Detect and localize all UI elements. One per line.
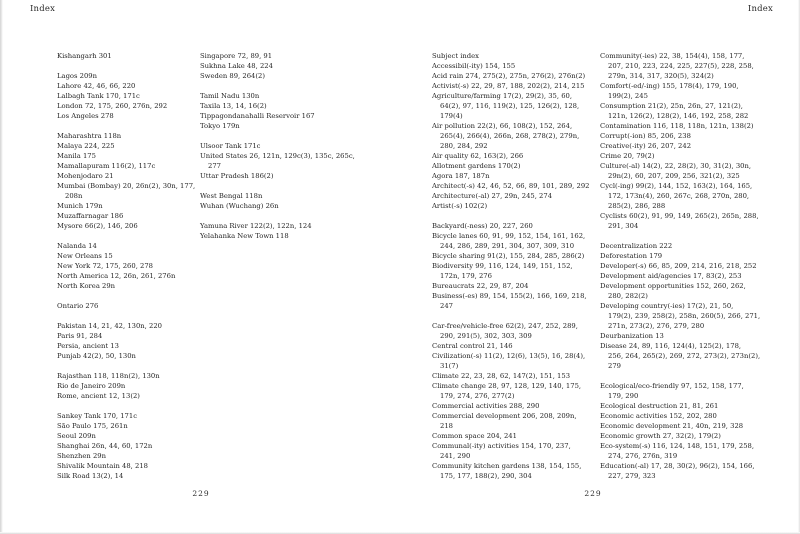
index-entry: North Korea 29n xyxy=(57,282,116,290)
index-entry: São Paulo 175, 261n xyxy=(57,422,128,430)
running-head-right: Index xyxy=(747,4,773,14)
index-entry: Subject index xyxy=(432,52,479,60)
index-entry: Biodiversity 99, 116, 124, 149, 151, 152, xyxy=(432,262,573,270)
index-entry: Sankey Tank 170, 171c xyxy=(57,412,138,420)
entry-gap xyxy=(57,311,200,321)
index-entry: Nalanda 14 xyxy=(57,242,97,250)
page-number-left: 229 xyxy=(192,489,210,498)
index-entry: Crime 20, 79(2) xyxy=(600,152,655,160)
index-entry-continuation: 121n, 126(2), 128(2), 146, 192, 258, 282 xyxy=(608,112,749,120)
entry-gap xyxy=(57,121,200,131)
index-entry: Rome, ancient 12, 13(2) xyxy=(57,392,140,400)
index-entry: Developer(-s) 66, 85, 209, 214, 216, 218, 252 xyxy=(600,262,757,270)
index-entry-continuation: 247 xyxy=(440,302,453,310)
index-entry: Corrupt(-ion) 85, 206, 238 xyxy=(600,132,691,140)
entry-gap xyxy=(600,371,760,381)
index-entry: Munich 179n xyxy=(57,202,103,210)
entry-gap xyxy=(200,81,350,91)
index-entry: Architecture(-al) 27, 29n, 245, 274 xyxy=(432,192,553,200)
index-entry: Malaya 224, 225 xyxy=(57,142,115,150)
index-entry-continuation: 290, 291(5), 302, 303, 309 xyxy=(440,332,532,340)
index-entry-continuation: 179(2), 239, 258(2), 258n, 260(5), 266, 271, xyxy=(608,312,761,320)
index-entry: Lahore 42, 46, 66, 220 xyxy=(57,82,136,90)
index-entry-continuation: 241, 290 xyxy=(440,452,471,460)
index-entry: Architect(-s) 42, 46, 52, 66, 89, 101, 289, 292 xyxy=(432,182,590,190)
index-entry: Communal(-ity) activities 154, 170, 237, xyxy=(432,442,571,450)
index-entry: Development aid/agencies 17, 83(2), 253 xyxy=(600,272,742,280)
index-entry: Artist(-s) 102(2) xyxy=(432,202,488,210)
index-entry: Climate change 28, 97, 128, 129, 140, 175, xyxy=(432,382,582,390)
index-entry: Agora 187, 187n xyxy=(432,172,490,180)
index-entry-continuation: 64(2), 97, 116, 119(2), 125, 126(2), 128, xyxy=(440,102,580,110)
index-entry: Central control 21, 146 xyxy=(432,342,513,350)
index-entry: Business(-es) 89, 154, 155(2), 166, 169, 218, xyxy=(432,292,587,300)
entry-gap xyxy=(432,211,595,221)
index-entry: Activist(-s) 22, 29, 87, 188, 202(2), 214, 215 xyxy=(432,82,585,90)
index-entry: Deforestation 179 xyxy=(600,252,663,260)
index-entry: Rio de Janeiro 209n xyxy=(57,382,126,390)
entry-gap xyxy=(57,231,200,241)
index-entry: Air pollution 22(2), 66, 108(2), 152, 264, xyxy=(432,122,573,130)
index-entry: Acid rain 274, 275(2), 275n, 276(2), 276n(2) xyxy=(432,72,586,80)
index-entry: Common space 204, 241 xyxy=(432,432,517,440)
index-entry: New York 72, 175, 260, 278 xyxy=(57,262,153,270)
index-entry: Civilization(-s) 11(2), 12(6), 13(5), 16, 28(4), xyxy=(432,352,586,360)
index-entry: Los Angeles 278 xyxy=(57,112,114,120)
index-entry: Car-free/vehicle-free 62(2), 247, 252, 289, xyxy=(432,322,578,330)
index-entry: Sweden 89, 264(2) xyxy=(200,72,265,80)
index-entry: North America 12, 26n, 261, 276n xyxy=(57,272,176,280)
index-entry-continuation: 227, 279, 323 xyxy=(608,472,656,480)
index-entry: Mysore 66(2), 146, 206 xyxy=(57,222,138,230)
index-entry: Consumption 21(2), 25n, 26n, 27, 121(2), xyxy=(600,102,743,110)
index-entry-continuation: 207, 210, 223, 224, 225, 227(5), 228, 258, xyxy=(608,62,754,70)
entry-gap xyxy=(600,231,760,241)
index-entry-continuation: 29n(2), 60, 207, 209, 256, 321(2), 325 xyxy=(608,172,740,180)
entry-gap xyxy=(57,61,200,71)
index-entry: New Orleans 15 xyxy=(57,252,113,260)
index-entry: Ecological/eco-friendly 97, 152, 158, 177, xyxy=(600,382,744,390)
index-entry: Economic development 21, 40n, 219, 328 xyxy=(600,422,744,430)
index-entry: Ulsoor Tank 171c xyxy=(200,142,261,150)
index-entry: Mumbai (Bombay) 20, 26n(2), 30n, 177, xyxy=(57,182,196,190)
index-entry: Cycl(-ing) 99(2), 144, 152, 163(2), 164, 165, xyxy=(600,182,753,190)
index-entry: Singapore 72, 89, 91 xyxy=(200,52,273,60)
index-entry: Commercial development 206, 208, 209n, xyxy=(432,412,577,420)
index-entry-continuation: 277 xyxy=(208,162,221,170)
index-entry: Commercial activities 288, 290 xyxy=(432,402,540,410)
index-entry-continuation: 280, 284, 292 xyxy=(440,142,488,150)
index-entry-continuation: 285(2), 286, 288 xyxy=(608,202,666,210)
index-entry: Backyard(-ness) 20, 227, 260 xyxy=(432,222,533,230)
index-entry-continuation: 271n, 273(2), 276, 279, 280 xyxy=(608,322,705,330)
index-entry: Disease 24, 89, 116, 124(4), 125(2), 178, xyxy=(600,342,742,350)
index-entry: Cyclists 60(2), 91, 99, 149, 265(2), 265n, 288, xyxy=(600,212,759,220)
index-entry: Decentralization 222 xyxy=(600,242,673,250)
index-entry: Maharashtra 118n xyxy=(57,132,122,140)
index-entry: Ontario 276 xyxy=(57,302,99,310)
index-entry: Comfort(-ed/-ing) 155, 178(4), 179, 190, xyxy=(600,82,739,90)
index-entry-continuation: 291, 304 xyxy=(608,222,639,230)
index-entry-continuation: 199(2), 245 xyxy=(608,92,648,100)
entry-gap xyxy=(57,401,200,411)
page-edge-left xyxy=(0,0,3,534)
index-entry: Seoul 209n xyxy=(57,432,96,440)
entry-gap xyxy=(57,291,200,301)
index-entry: Wuhan (Wuchang) 26n xyxy=(200,202,279,210)
index-entry: Development opportunities 152, 260, 262, xyxy=(600,282,746,290)
index-entry: Kishangarh 301 xyxy=(57,52,112,60)
index-entry: Silk Road 13(2), 14 xyxy=(57,472,124,480)
index-entry: Deurbanization 13 xyxy=(600,332,664,340)
index-entry-continuation: 256, 264, 265(2), 269, 272, 273(2), 273n(2), xyxy=(608,352,761,360)
index-entry: Tokyo 179n xyxy=(200,122,240,130)
index-entry: Developing country(-ies) 17(2), 21, 50, xyxy=(600,302,734,310)
index-entry-continuation: 218 xyxy=(440,422,453,430)
running-head-left: Index xyxy=(30,4,56,14)
index-entry: Persia, ancient 13 xyxy=(57,342,119,350)
index-entry: Agriculture/farming 17(2), 29(2), 35, 60, xyxy=(432,92,573,100)
index-entry: Shanghai 26n, 44, 60, 172n xyxy=(57,442,153,450)
index-entry: Bureaucrats 22, 29, 87, 204 xyxy=(432,282,529,290)
index-entry: Lalbagh Tank 170, 171c xyxy=(57,92,140,100)
index-entry: Mohenjodaro 21 xyxy=(57,172,114,180)
index-entry-continuation: 280, 282(2) xyxy=(608,292,648,300)
index-entry: London 72, 175, 260, 276n, 292 xyxy=(57,102,168,110)
index-entry: Sukhna Lake 48, 224 xyxy=(200,62,273,70)
index-entry: Economic activities 152, 202, 280 xyxy=(600,412,717,420)
index-entry-continuation: 179(4) xyxy=(440,112,463,120)
index-entry: Community(-ies) 22, 38, 154(4), 158, 177, xyxy=(600,52,745,60)
index-entry: Bicycle sharing 91(2), 155, 284, 285, 286(2) xyxy=(432,252,585,260)
index-entry-continuation: 274, 276, 276n, 319 xyxy=(608,452,678,460)
index-entry-continuation: 172n, 179, 276 xyxy=(440,272,492,280)
place-index-column-1 xyxy=(57,51,200,481)
index-entry: West Bengal 118n xyxy=(200,192,263,200)
index-entry: Muzaffarnagar 186 xyxy=(57,212,124,220)
index-entry: Eco-system(-s) 116, 124, 148, 151, 179, 258, xyxy=(600,442,755,450)
index-entry: Yelahanka New Town 118 xyxy=(200,232,289,240)
index-entry-continuation: 175, 177, 188(2), 290, 304 xyxy=(440,472,532,480)
index-entry: Culture(-al) 14(2), 22, 28(2), 30, 31(2), 30n, xyxy=(600,162,752,170)
index-entry-continuation: 179, 274, 276, 277(2) xyxy=(440,392,515,400)
index-entry: Punjab 42(2), 50, 130n xyxy=(57,352,136,360)
index-entry: Economic growth 27, 32(2), 179(2) xyxy=(600,432,721,440)
index-entry: Allotment gardens 170(2) xyxy=(432,162,521,170)
index-entry-continuation: 31(7) xyxy=(440,362,459,370)
subject-index-column-2 xyxy=(600,51,760,481)
index-entry: Shenzhen 29n xyxy=(57,452,106,460)
index-entry: Creative(-ity) 26, 207, 242 xyxy=(600,142,692,150)
subject-index-column-1 xyxy=(432,51,595,481)
place-index-column-2 xyxy=(200,51,355,241)
index-entry: Paris 91, 284 xyxy=(57,332,103,340)
index-entry-continuation: 279n, 314, 317, 320(5), 324(2) xyxy=(608,72,714,80)
index-entry: Rajasthan 118, 118n(2), 130n xyxy=(57,372,160,380)
index-entry: Lagos 209n xyxy=(57,72,98,80)
entry-gap xyxy=(57,361,200,371)
index-entry: Tamil Nadu 130n xyxy=(200,92,260,100)
index-entry: Accessibil(-ity) 154, 155 xyxy=(432,62,516,70)
index-entry: Education(-al) 17, 28, 30(2), 96(2), 154, 166, xyxy=(600,462,755,470)
entry-gap xyxy=(200,131,350,141)
index-entry: Air quality 62, 163(2), 266 xyxy=(432,152,524,160)
index-entry-continuation: 279 xyxy=(608,362,621,370)
index-entry-continuation: 208n xyxy=(65,192,83,200)
index-entry-continuation: 244, 286, 289, 291, 304, 307, 309, 310 xyxy=(440,242,575,250)
index-entry-continuation: 179, 290 xyxy=(608,392,639,400)
index-entry: Community kitchen gardens 138, 154, 155, xyxy=(432,462,582,470)
index-entry: Manila 175 xyxy=(57,152,96,160)
index-entry: Taxila 13, 14, 16(2) xyxy=(200,102,267,110)
entry-gap xyxy=(432,311,595,321)
page-number-right: 229 xyxy=(584,489,602,498)
index-entry: Pakistan 14, 21, 42, 130n, 220 xyxy=(57,322,162,330)
index-entry: Shivalik Mountain 48, 218 xyxy=(57,462,148,470)
entry-gap xyxy=(200,181,350,191)
index-entry: Climate 22, 23, 28, 62, 147(2), 151, 153 xyxy=(432,372,571,380)
index-entry: Yamuna River 122(2), 122n, 124 xyxy=(200,222,312,230)
index-entry: Ecological destruction 21, 81, 261 xyxy=(600,402,719,410)
index-entry: Mamallapuram 116(2), 117c xyxy=(57,162,156,170)
index-entry: Contamination 116, 118, 118n, 121n, 138(2) xyxy=(600,122,754,130)
index-entry-continuation: 265(4), 266(4), 266n, 268, 278(2), 279n, xyxy=(440,132,580,140)
index-entry-continuation: 172, 173n(4), 260, 267c, 268, 270n, 280, xyxy=(608,192,750,200)
index-entry: United States 26, 121n, 129c(3), 135c, 265c, xyxy=(200,152,355,160)
index-entry: Tippagondanahalli Reservoir 167 xyxy=(200,112,315,120)
index-entry: Bicycle lanes 60, 91, 99, 152, 154, 161, 162, xyxy=(432,232,586,240)
index-entry: Uttar Pradesh 186(2) xyxy=(200,172,274,180)
entry-gap xyxy=(200,211,350,221)
